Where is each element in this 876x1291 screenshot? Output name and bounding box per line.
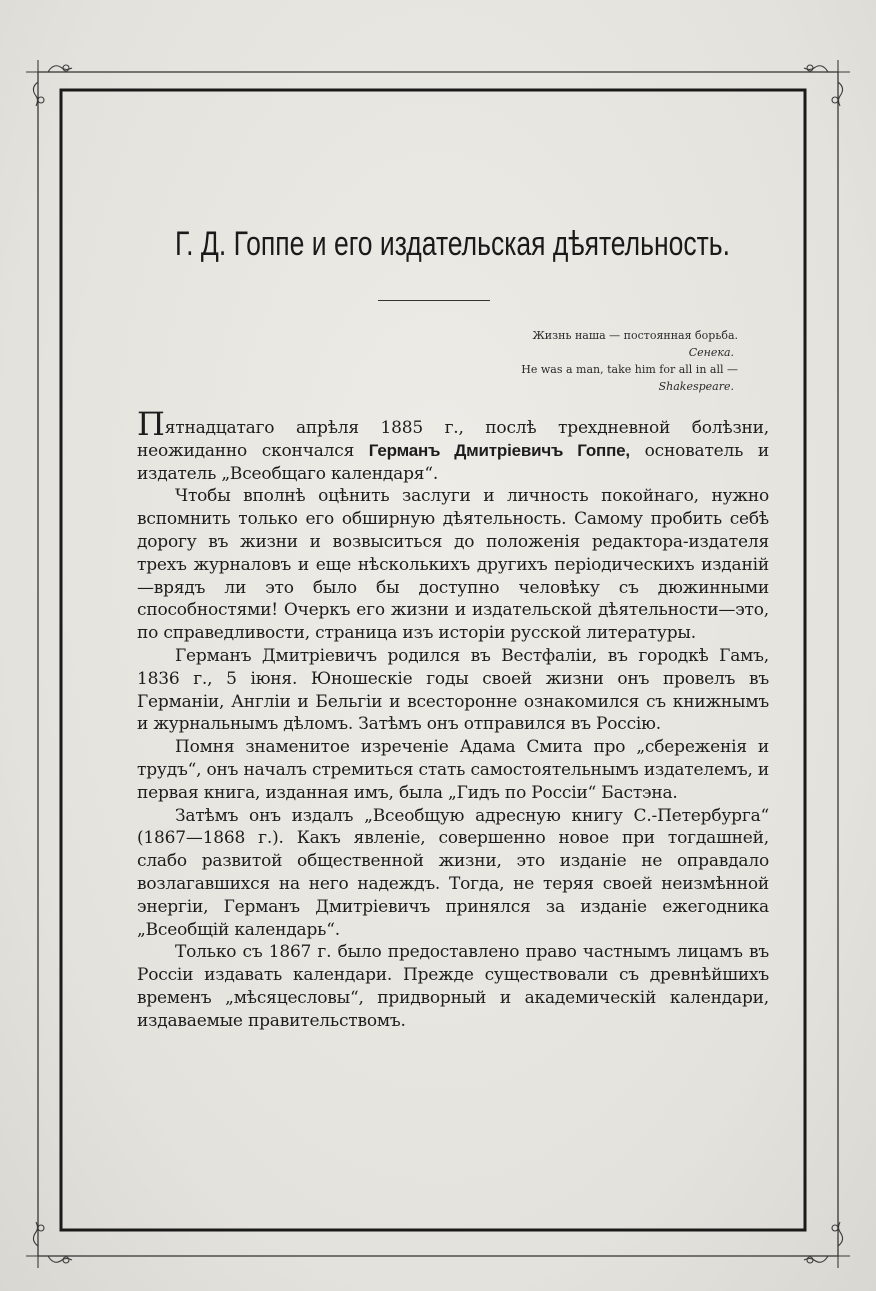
- paragraph-4: Помня знаменитое изреченіе Адама Смита про „сбереженія и трудъ“, онъ началъ стремиться стать самостоятельнымъ издателемъ, и первая книга, изданная имъ, была „Гидъ по Россіи“ Бастэна.: [137, 737, 769, 803]
- paragraph-6: Только съ 1867 г. было предоставлено право частнымъ лицамъ въ Россіи издавать календари. Прежде существовали съ древнѣйшихъ временъ „мѣсяцесловы“, придворный и академическій календари, издаваемые правительствомъ.: [137, 942, 769, 1031]
- paragraph-1-start: ятнадцатаго апрѣля 1885 г., послѣ трехдневной болѣзни, неожиданно скончался: [137, 418, 769, 461]
- article-body: [137, 405, 769, 1033]
- epigraph-author-1: Сенека.: [688, 346, 734, 359]
- paragraph-2: Чтобы вполнѣ оцѣнить заслуги и личность покойнаго, нужно вспомнить только его обширную дѣятельность. Самому пробить себѣ дорогу въ жизни и возвыситься до положенія редактора-издателя трехъ журналовъ и еще нѣсколькихъ другихъ періодическихъ изданій—врядъ ли это было бы доступно человѣку съ дюжинными способностями! Очеркъ его жизни и издательской дѣятельности—это, по справедливости, страница изъ исторіи русской литературы.: [137, 486, 769, 644]
- paragraph-1: [137, 405, 769, 485]
- paragraph-3: Германъ Дмитріевичъ родился въ Вестфаліи, въ городкѣ Гамъ, 1836 г., 5 іюня. Юношескіе годы своей жизни онъ провелъ въ Германіи, Англіи и Бельгіи и всесторонне ознакомился съ книжнымъ и журнальнымъ дѣломъ. Затѣмъ онъ отправился въ Россію.: [137, 645, 769, 735]
- epigraph-line-2: He was a man, take him for all in all —: [521, 363, 738, 376]
- person-name: Германъ Дмитріевичъ Гоппе,: [368, 440, 630, 460]
- paragraph-1-end: основатель и издатель „Всеобщаго календаря“.: [137, 440, 769, 484]
- title-divider: [378, 300, 490, 301]
- article-block: [102, 225, 769, 1033]
- paragraph-5: Затѣмъ онъ издалъ „Всеобщую адресную книгу С.-Петербурга“ (1867—1868 г.). Какъ явленіе, совершенно новое при тогдашней, слабо развитой общественной жизни, это изданіе не оправдало возлагавшихся на него надеждъ. Тогда, не теряя своей неизмѣнной энергіи, Германъ Дмитріевичъ принялся за изданіе ежегодника „Всеобщій календарь“.: [137, 805, 769, 940]
- epigraph: [102, 327, 738, 395]
- page-title: Г. Д. Гоппе и его издательская дѣятельность.: [175, 225, 730, 263]
- drop-cap: П: [137, 405, 165, 443]
- epigraph-line-1: Жизнь наша — постоянная борьба.: [532, 329, 738, 342]
- epigraph-author-2: Shakespeare.: [658, 380, 734, 393]
